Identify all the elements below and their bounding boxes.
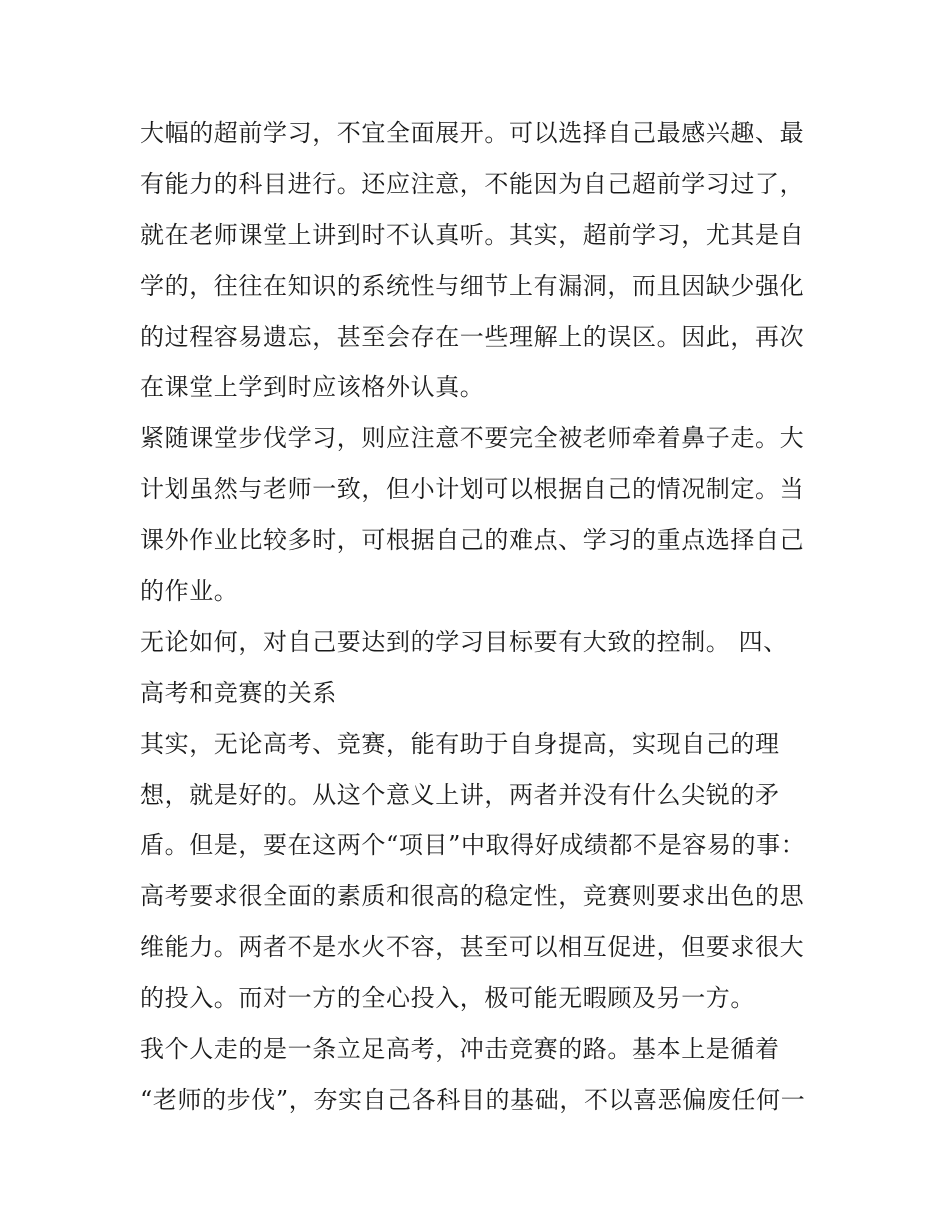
text-line: 的投入。而对一方的全心投入，极可能无暇顾及另一方。	[140, 984, 755, 1013]
text-line: 大幅的超前学习，不宜全面展开。可以选择自己最感兴趣、最	[140, 119, 805, 147]
text-line: “老师的步伐”，夯实自己各科目的基础，不以喜恶偏废任何一	[140, 1085, 806, 1114]
text-line: 我个人走的是一条立足高考，冲击竞赛的路。基本上是循着	[140, 1035, 780, 1064]
text-line: 的作业。	[140, 577, 239, 606]
text-line: 计划虽然与老师一致，但小计划可以根据自己的情况制定。当	[140, 475, 805, 504]
text-line: 想，就是好的。从这个意义上讲，两者并没有什么尖锐的矛	[140, 780, 780, 809]
text-line: 在课堂上学到时应该格外认真。	[140, 373, 485, 402]
text-line: 盾。但是，要在这两个“项目”中取得好成绩都不是容易的事：	[140, 831, 806, 860]
text-line: 其实，无论高考、竞赛，能有助于自身提高，实现自己的理	[140, 729, 780, 758]
text-line: 紧随课堂步伐学习，则应注意不要完全被老师牵着鼻子走。大	[140, 424, 805, 453]
text-line: 就在老师课堂上讲到时不认真听。其实，超前学习，尤其是自	[140, 220, 805, 249]
text-line: 的过程容易遗忘，甚至会存在一些理解上的误区。因此，再次	[140, 322, 805, 351]
text-line: 有能力的科目进行。还应注意，不能因为自己超前学习过了，	[140, 169, 805, 198]
section-heading: 高考和竞赛的关系	[140, 678, 337, 707]
text-line: 学的，往往在知识的系统性与细节上有漏洞，而且因缺少强化	[140, 271, 805, 300]
text-line: 维能力。两者不是水火不容，甚至可以相互促进，但要求很大	[140, 933, 805, 962]
text-line: 课外作业比较多时，可根据自己的难点、学习的重点选择自己	[140, 526, 805, 555]
body-text	[140, 108, 820, 1126]
text-line: 高考要求很全面的素质和很高的稳定性，竞赛则要求出色的思	[140, 882, 805, 911]
text-line: 无论如何，对自己要达到的学习目标要有大致的控制。 四、	[140, 627, 788, 656]
